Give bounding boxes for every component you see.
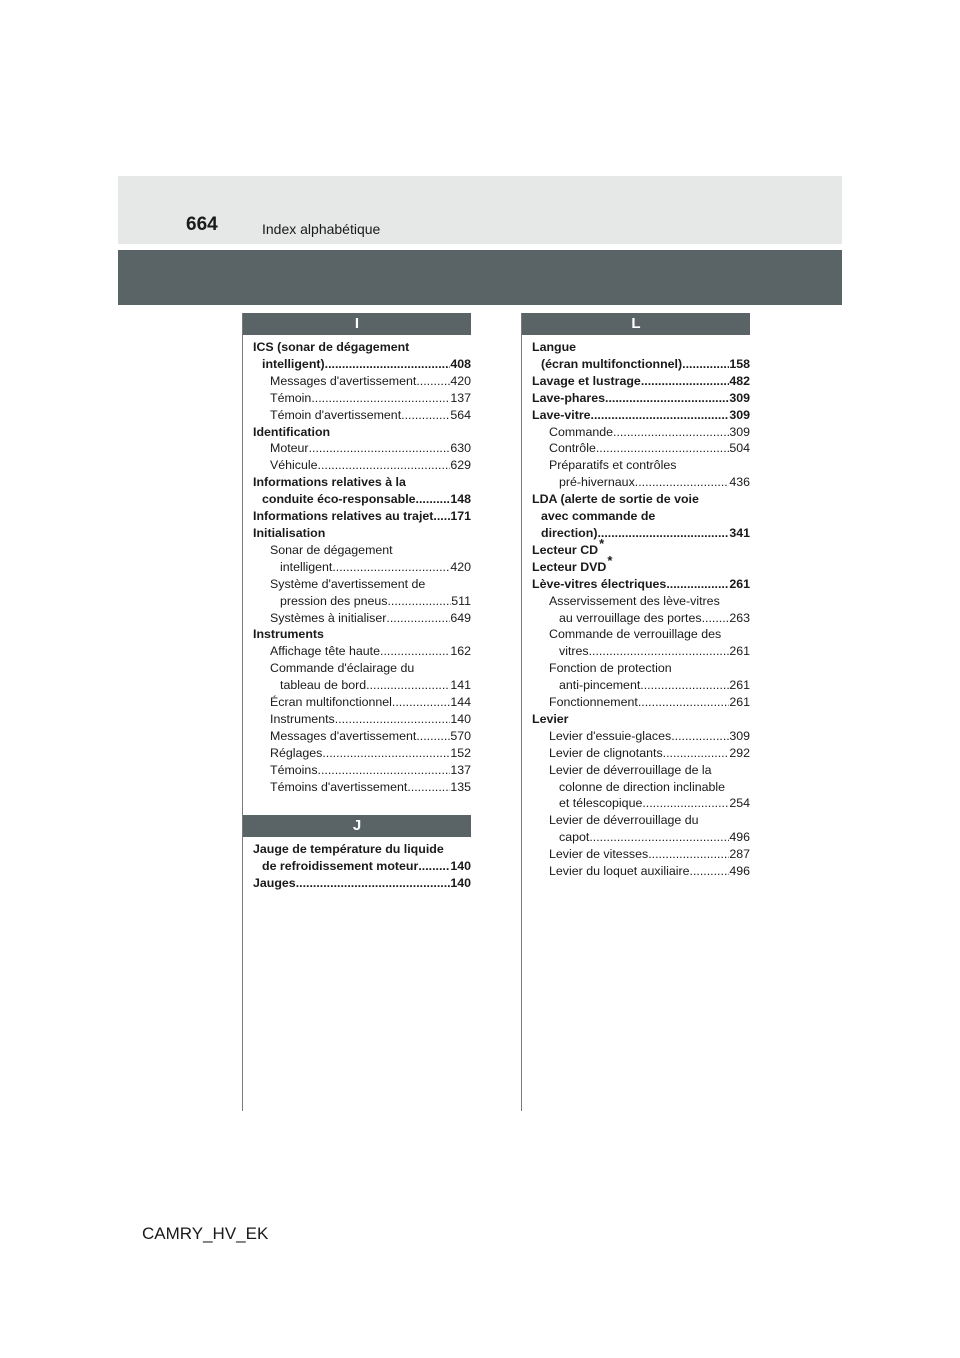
index-entry[interactable]: Témoin d'avertissement ..... 564: [253, 407, 471, 424]
page-number: 664: [186, 214, 218, 235]
index-entry[interactable]: Informations relatives à la: [253, 475, 406, 490]
index-entry[interactable]: Langue: [532, 340, 577, 354]
entries-i: [243, 335, 471, 795]
index-entry[interactable]: de refroidissement moteur ..... 140: [253, 858, 471, 875]
index-entry[interactable]: Levier du loquet auxiliaire ..... 496: [532, 863, 750, 880]
letter-heading-l: L: [522, 313, 750, 335]
index-entry[interactable]: Moteur ..... 630: [253, 440, 471, 457]
section-title: Index alphabétique: [262, 221, 381, 237]
index-entry[interactable]: Levier de vitesses ..... 287: [532, 846, 750, 863]
index-entry[interactable]: Fonction de protection: [549, 661, 672, 676]
asterisk-mark: *: [607, 552, 613, 568]
index-entry[interactable]: Informations relatives au trajet ..... 171: [253, 508, 471, 525]
index-entry[interactable]: Commande de verrouillage des: [549, 627, 722, 642]
index-entry[interactable]: Levier d'essuie-glaces ..... 309: [532, 728, 750, 745]
index-entry[interactable]: Lavage et lustrage ..... 482: [532, 373, 750, 390]
index-entry[interactable]: Lave-phares ..... 309: [532, 390, 750, 407]
entries-j: [243, 837, 471, 892]
index-entry[interactable]: Témoins d'avertissement ..... 135: [253, 779, 471, 796]
index-entry[interactable]: Messages d'avertissement ..... 570: [253, 728, 471, 745]
index-column-left: [243, 313, 471, 892]
index-entry[interactable]: capot ..... 496: [532, 829, 750, 846]
index-entry[interactable]: Identification: [253, 424, 331, 439]
index-entry[interactable]: Lève-vitres électriques ..... 261: [532, 576, 750, 593]
index-entry[interactable]: Levier: [532, 711, 569, 726]
index-entry[interactable]: Levier de déverrouillage de la: [549, 762, 712, 777]
index-entry[interactable]: Lecteur CD *: [532, 535, 605, 557]
index-entry[interactable]: Écran multifonctionnel ..... 144: [253, 694, 471, 711]
header-band: [118, 176, 842, 244]
index-entry[interactable]: Préparatifs et contrôles: [549, 458, 677, 473]
index-entry[interactable]: conduite éco-responsable ..... 148: [253, 491, 471, 508]
index-entry[interactable]: avec commande de: [541, 509, 656, 524]
index-column-right: [522, 313, 750, 880]
index-entry[interactable]: Jauges ..... 140: [253, 875, 471, 892]
index-entry[interactable]: (écran multifonctionnel) ..... 158: [532, 356, 750, 373]
index-entry[interactable]: Témoins ..... 137: [253, 762, 471, 779]
index-entry[interactable]: Lecteur DVD *: [532, 552, 613, 574]
index-entry[interactable]: Commande ..... 309: [532, 424, 750, 441]
entries-l: [522, 335, 750, 880]
index-entry[interactable]: pression des pneus ..... 511: [253, 593, 471, 610]
index-entry[interactable]: Véhicule ..... 629: [253, 457, 471, 474]
index-entry[interactable]: Messages d'avertissement ..... 420: [253, 373, 471, 390]
index-entry[interactable]: Systèmes à initialiser ..... 649: [253, 610, 471, 627]
letter-heading-i: I: [243, 313, 471, 335]
index-entry[interactable]: direction) ..... 341: [532, 525, 750, 542]
index-entry[interactable]: Lave-vitre ..... 309: [532, 407, 750, 424]
index-entry[interactable]: intelligent) ..... 408: [253, 356, 471, 373]
index-entry[interactable]: Contrôle ..... 504: [532, 440, 750, 457]
index-entry[interactable]: Instruments ..... 140: [253, 711, 471, 728]
index-entry[interactable]: Jauge de température du liquide: [253, 842, 444, 857]
index-entry[interactable]: intelligent ..... 420: [253, 559, 471, 576]
index-entry[interactable]: vitres ..... 261: [532, 643, 750, 660]
index-entry[interactable]: Fonctionnement ..... 261: [532, 694, 750, 711]
index-entry[interactable]: Instruments: [253, 627, 324, 642]
asterisk-mark: *: [599, 535, 605, 551]
index-entry[interactable]: Levier de déverrouillage du: [549, 813, 699, 828]
index-entry[interactable]: Asservissement des lève-vitres: [549, 593, 720, 608]
index-entry[interactable]: Sonar de dégagement: [270, 542, 393, 557]
index-entry[interactable]: Affichage tête haute ..... 162: [253, 643, 471, 660]
index-entry[interactable]: Levier de clignotants ..... 292: [532, 745, 750, 762]
index-entry[interactable]: LDA (alerte de sortie de voie: [532, 492, 699, 507]
letter-heading-j: J: [243, 815, 471, 837]
index-entry[interactable]: et télescopique ..... 254: [532, 795, 750, 812]
index-entry[interactable]: colonne de direction inclinable: [559, 779, 726, 794]
index-entry[interactable]: Commande d'éclairage du: [270, 661, 415, 676]
index-entry[interactable]: Initialisation: [253, 525, 326, 540]
index-entry[interactable]: Système d'avertissement de: [270, 576, 426, 591]
index-entry[interactable]: Réglages ..... 152: [253, 745, 471, 762]
header-dark-band: [118, 250, 842, 305]
index-entry[interactable]: pré-hivernaux ..... 436: [532, 474, 750, 491]
index-entry[interactable]: Témoin ..... 137: [253, 390, 471, 407]
index-entry[interactable]: tableau de bord ..... 141: [253, 677, 471, 694]
index-entry[interactable]: anti-pincement ..... 261: [532, 677, 750, 694]
index-entry[interactable]: ICS (sonar de dégagement: [253, 340, 410, 354]
index-entry[interactable]: au verrouillage des portes ..... 263: [532, 610, 750, 627]
document-code: CAMRY_HV_EK: [142, 1224, 269, 1243]
